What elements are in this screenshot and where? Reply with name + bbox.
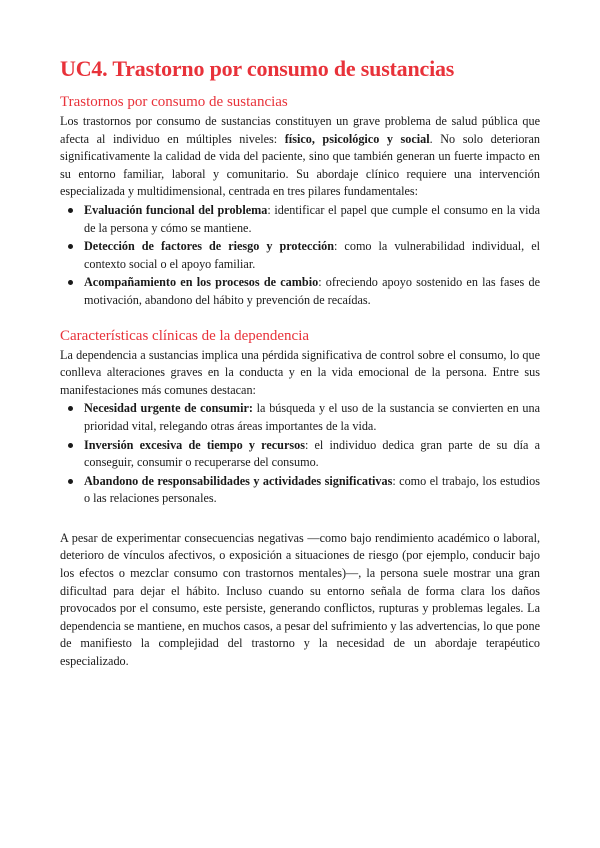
list-item xyxy=(84,473,540,508)
list-item-bold: Evaluación funcional del problema xyxy=(84,202,268,217)
list-item-bold: Necesidad urgente de consumir: xyxy=(84,401,253,416)
list-item xyxy=(84,202,540,237)
list-item xyxy=(84,238,540,273)
list-item-bold: Abandono de responsabilidades y actividades significativas xyxy=(84,473,393,488)
intro-bold: físico, psicológico y social xyxy=(284,131,430,146)
closing-paragraph: A pesar de experimentar consecuencias negativas —como bajo rendimiento académico o laboral, deterioro de vínculos afectivos, o exposición a situaciones de riesgo (por ejemplo, conducir bajo los efectos o mezclar consumo con trastornos mentales)—, la persona suele mostrar una gran dificultad para dejar el hábito. Incluso cuando su entorno señala de forma clara los daños provocados por el consumo, este persiste, generando conflictos, rupturas y problemas legales. La dependencia se mantiene, en muchos casos, a pesar del sufrimiento y las advertencias, lo que pone de manifiesto la complejidad del trastorno y la necesidad de un abordaje terapéutico especializado. xyxy=(60,530,540,669)
list-item-text: : el individuo dedica gran parte de su día a conseguir, consumir o recuperarse del consumo. xyxy=(84,437,540,470)
list-item-bold: Acompañamiento en los procesos de cambio xyxy=(84,275,319,290)
list-item-text: : identificar el papel que cumple el consumo en la vida de la persona y cómo se mantiene. xyxy=(84,202,540,235)
intro-text-b: . No solo deterioran significativamente la calidad de vida del paciente, sino que también generan un fuerte impacto en su entorno familiar, laboral y comunitario. Su abordaje clínico requiere una intervención especializada y multidimensional, centrada en tres pilares fundamentales: xyxy=(60,131,540,199)
list-item xyxy=(84,400,540,435)
pillars-list xyxy=(60,202,540,310)
section-intro-caracteristicas: La dependencia a sustancias implica una pérdida significativa de control sobre el consumo, lo que conlleva alteraciones graves en la conducta y en la vida emocional de la persona. Entre sus manifestaciones más comunes destacan: xyxy=(60,347,540,397)
list-item xyxy=(84,274,540,309)
list-item-bold: Detección de factores de riesgo y protección xyxy=(84,239,335,254)
list-item xyxy=(84,437,540,472)
section-heading-caracteristicas: Características clínicas de la dependencia xyxy=(60,327,310,344)
list-item-text: la búsqueda y el uso de la sustancia se convierten en una prioridad vital, relegando otras áreas importantes de la vida. xyxy=(84,401,540,433)
list-item-text: : como la vulnerabilidad individual, el contexto social o el apoyo familiar. xyxy=(84,239,540,271)
intro-text-a: Los trastornos por consumo de sustancias constituyen un grave problema de salud pública que afecta al individuo en múltiples niveles: xyxy=(60,114,540,146)
manifestations-list xyxy=(60,400,540,508)
section-intro-trastornos xyxy=(60,113,540,201)
list-item-text: : ofreciendo apoyo sostenido en las fases de motivación, abandono del hábito y prevención de recaídas. xyxy=(84,275,540,307)
section-heading-trastornos: Trastornos por consumo de sustancias xyxy=(60,94,288,110)
list-item-text: : como el trabajo, los estudios o las relaciones personales. xyxy=(84,473,540,506)
page-title: UC4. Trastorno por consumo de sustancias xyxy=(60,56,455,81)
list-item-bold: Inversión excesiva de tiempo y recursos xyxy=(84,437,305,452)
